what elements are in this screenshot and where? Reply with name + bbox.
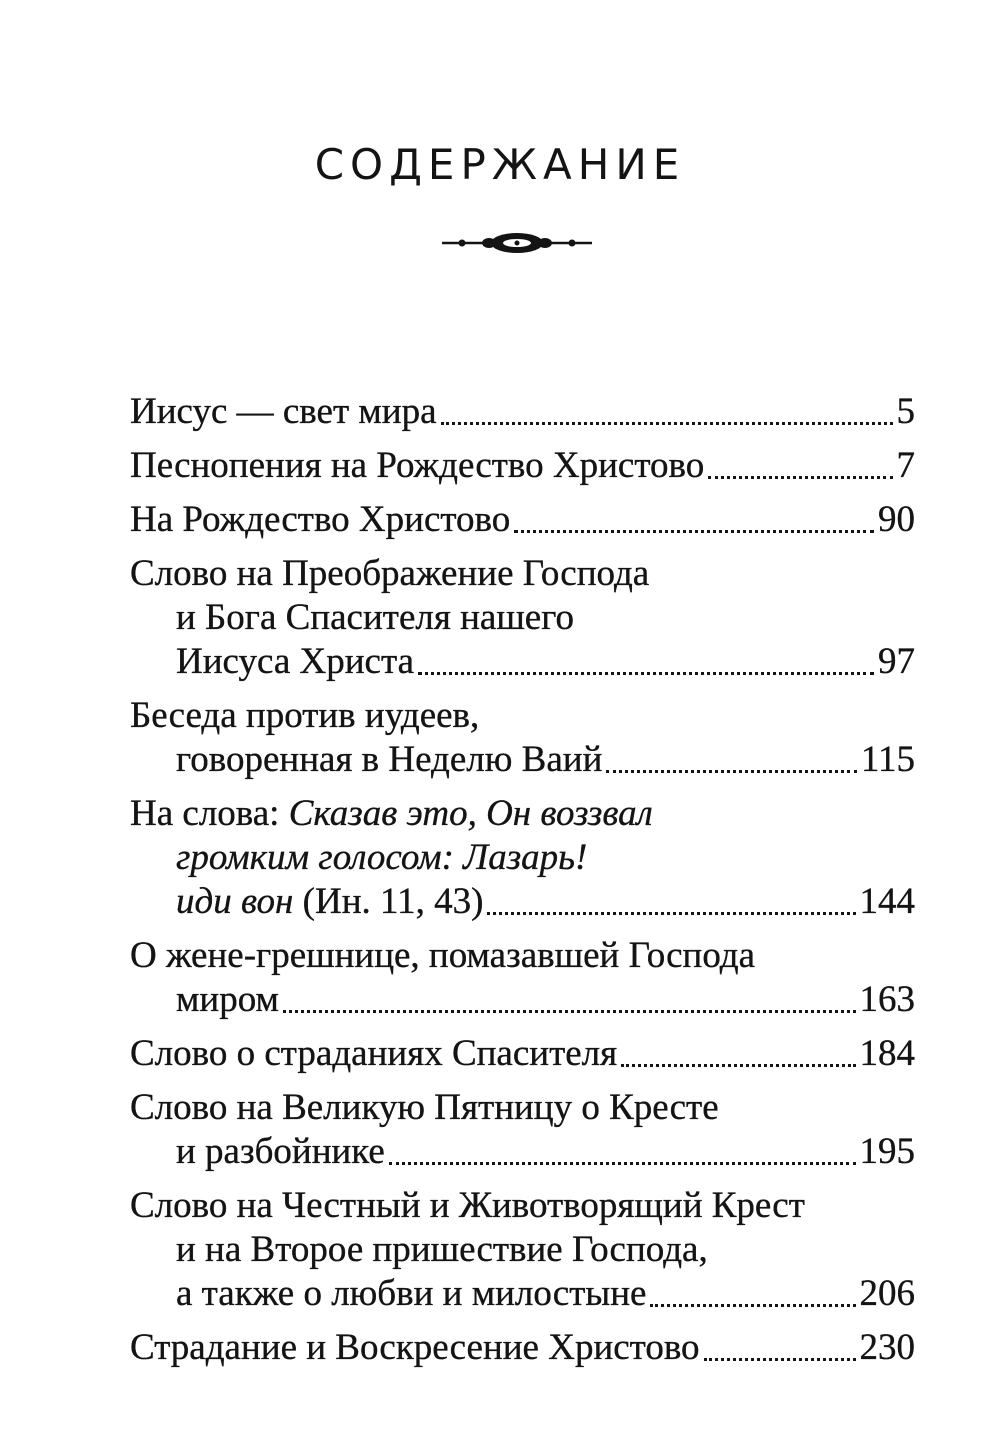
dot-leader bbox=[606, 770, 856, 773]
toc-entry[interactable] bbox=[130, 934, 915, 1022]
dot-leader bbox=[650, 1304, 855, 1307]
entry-title: Слово на Великую Пятницу о Кресте bbox=[130, 1087, 719, 1128]
page-number: 90 bbox=[878, 499, 915, 540]
decorative-flourish-icon bbox=[440, 228, 594, 258]
page-number: 97 bbox=[878, 641, 915, 682]
toc-entry[interactable] bbox=[130, 498, 915, 542]
toc-entry[interactable] bbox=[130, 552, 915, 684]
entry-title: На слова: bbox=[130, 793, 289, 834]
entry-title: О жене-грешнице, помазавшей Господа bbox=[130, 935, 756, 976]
toc-entry[interactable] bbox=[130, 390, 915, 434]
dot-leader bbox=[514, 530, 874, 533]
dot-leader bbox=[389, 1162, 856, 1165]
toc-entry[interactable] bbox=[130, 1032, 915, 1076]
page-number: 184 bbox=[859, 1033, 915, 1074]
entry-title-italic: громким голосом: Лазарь! bbox=[176, 837, 588, 878]
page-number: 206 bbox=[859, 1273, 915, 1314]
page-number: 230 bbox=[859, 1327, 915, 1368]
dot-leader bbox=[441, 422, 893, 425]
entry-title: Страдание и Воскресение Христово bbox=[130, 1327, 700, 1368]
toc-entry[interactable] bbox=[130, 694, 915, 782]
toc-entry[interactable] bbox=[130, 444, 915, 488]
dot-leader bbox=[487, 912, 855, 915]
entry-title-italic: иди вон bbox=[176, 881, 294, 922]
dot-leader bbox=[283, 1010, 856, 1013]
entry-title: Слово на Преображение Господа bbox=[130, 553, 650, 594]
entry-title: На Рождество Христово bbox=[130, 499, 511, 540]
entry-title: Песнопения на Рождество Христово bbox=[130, 445, 705, 486]
toc-entry[interactable] bbox=[130, 792, 915, 924]
toc-entry[interactable] bbox=[130, 1326, 915, 1370]
dot-leader bbox=[708, 476, 892, 479]
page-title: СОДЕРЖАНИЕ bbox=[314, 140, 686, 189]
page-number: 7 bbox=[896, 445, 915, 486]
toc-entry[interactable] bbox=[130, 1184, 915, 1316]
page-number: 163 bbox=[859, 979, 915, 1020]
entry-title-continued: а также о любви и милостыне bbox=[176, 1273, 647, 1314]
entry-title-continued: Иисуса Христа bbox=[176, 641, 414, 682]
entry-title-continued: говоренная в Неделю Ваий bbox=[176, 739, 603, 780]
dot-leader bbox=[704, 1358, 856, 1361]
toc-entry[interactable] bbox=[130, 1086, 915, 1174]
entry-title: Иисус — свет мира bbox=[130, 391, 437, 432]
entry-title-italic: Сказав это, Он воззвал bbox=[288, 793, 653, 834]
page-number: 195 bbox=[859, 1131, 915, 1172]
entry-title: Слово о страданиях Спасителя bbox=[130, 1033, 618, 1074]
scripture-reference: (Ин. 11, 43) bbox=[293, 881, 484, 922]
table-of-contents bbox=[130, 390, 915, 1380]
entry-title-continued: и разбойнике bbox=[176, 1131, 385, 1172]
entry-title-continued: и Бога Спасителя нашего bbox=[176, 597, 574, 638]
page-number: 144 bbox=[859, 881, 915, 922]
entry-title: Беседа против иудеев, bbox=[130, 695, 480, 736]
page-number: 5 bbox=[896, 391, 915, 432]
entry-title-continued: миром bbox=[176, 979, 279, 1020]
page-number: 115 bbox=[860, 739, 915, 780]
dot-leader bbox=[621, 1064, 855, 1067]
entry-title-continued: и на Второе пришествие Господа, bbox=[176, 1229, 708, 1270]
dot-leader bbox=[418, 672, 874, 675]
entry-title: Слово на Честный и Животворящий Крест bbox=[130, 1185, 805, 1226]
